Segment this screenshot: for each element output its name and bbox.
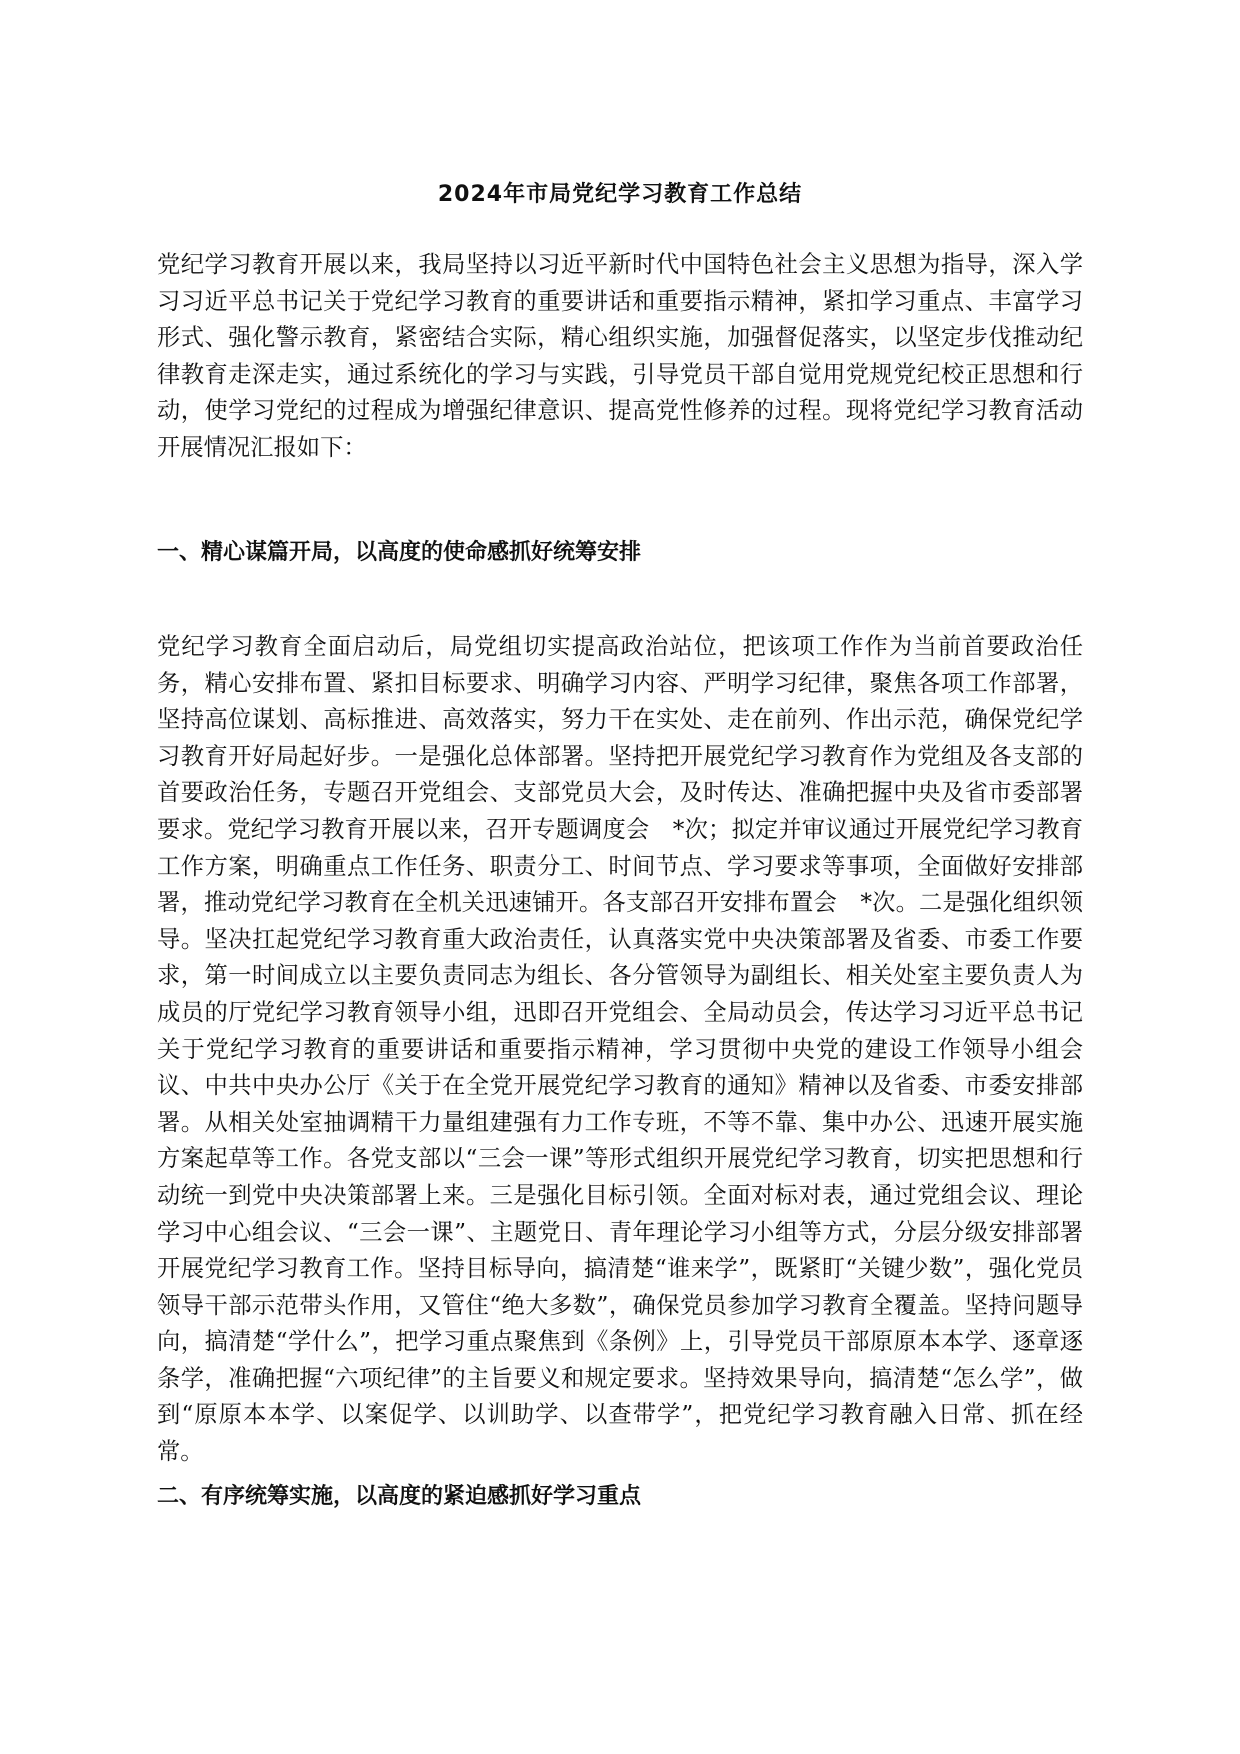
section-heading-2: 二、有序统筹实施，以高度的紧迫感抓好学习重点 xyxy=(157,1484,642,1509)
section-body-1: 党纪学习教育全面启动后，局党组切实提高政治站位，把该项工作作为当前首要政治任务，精心安排布置、紧扣目标要求、明确学习内容、严明学习纪律，聚焦各项工作部署，坚持高位谋划、高标推进、高效落实，努力干在实处、走在前列、作出示范，确保党纪学习教育开好局起好步。一是强化总体部署。坚持把开展党纪学习教育作为党组及各支部的首要政治任务，专题召开党组会、支部党员大会，及时传达、准确把握中央及省市委部署要求。党纪学习教育开展以来，召开专题调度会 *次；拟定并审议通过开展党纪学习教育工作方案，明确重点工作任务、职责分工、时间节点、学习要求等事项，全面做好安排部署，推动党纪学习教育在全机关迅速铺开。各支部召开安排布置会 *次。二是强化组织领导。坚决扛起党纪学习教育重大政治责任，认真落实党中央决策部署及省委、市委工作要求，第一时间成立以主要负责同志为组长、各分管领导为副组长、相关处室主要负责人为成员的厅党纪学习教育领导小组，迅即召开党组会、全局动员会，传达学习习近平总书记关于党纪学习教育的重要讲话和重要指示精神，学习贯彻中央党的建设工作领导小组会议、中共中央办公厅《关于在全党开展党纪学习教育的通知》精神以及省委、市委安排部署。从相关处室抽调精干力量组建强有力工作专班，不等不靠、集中办公、迅速开展实施方案起草等工作。各党支部以“三会一课”等形式组织开展党纪学习教育，切实把思想和行动统一到党中央决策部署上来。三是强化目标引领。全面对标对表，通过党组会议、理论学习中心组会议、“三会一课”、主题党日、青年理论学习小组等方式，分层分级安排部署开展党纪学习教育工作。坚持目标导向，搞清楚“谁来学”，既紧盯“关键少数”，强化党员领导干部示范带头作用，又管住“绝大多数”，确保党员参加学习教育全覆盖。坚持问题导向，搞清楚“学什么”，把学习重点聚焦到《条例》上，引导党员干部原原本本学、逐章逐条学，准确把握“六项纪律”的主旨要义和规定要求。坚持效果导向，搞清楚“怎么学”，做到“原原本本学、以案促学、以训助学、以查带学”，把党纪学习教育融入日常、抓在经常。 xyxy=(157,633,1083,1466)
document-title: 2024年市局党纪学习教育工作总结 xyxy=(437,182,803,207)
intro-paragraph: 党纪学习教育开展以来，我局坚持以习近平新时代中国特色社会主义思想为指导，深入学习习近平总书记关于党纪学习教育的重要讲话和重要指示精神，紧扣学习重点、丰富学习形式、强化警示教育，紧密结合实际，精心组织实施，加强督促落实，以坚定步伐推动纪律教育走深走实，通过系统化的学习与实践，引导党员干部自觉用党规党纪校正思想和行动，使学习党纪的过程成为增强纪律意识、提高党性修养的过程。现将党纪学习教育活动开展情况汇报如下： xyxy=(157,251,1083,461)
section-heading-1: 一、精心谋篇开局，以高度的使命感抓好统筹安排 xyxy=(157,540,642,565)
